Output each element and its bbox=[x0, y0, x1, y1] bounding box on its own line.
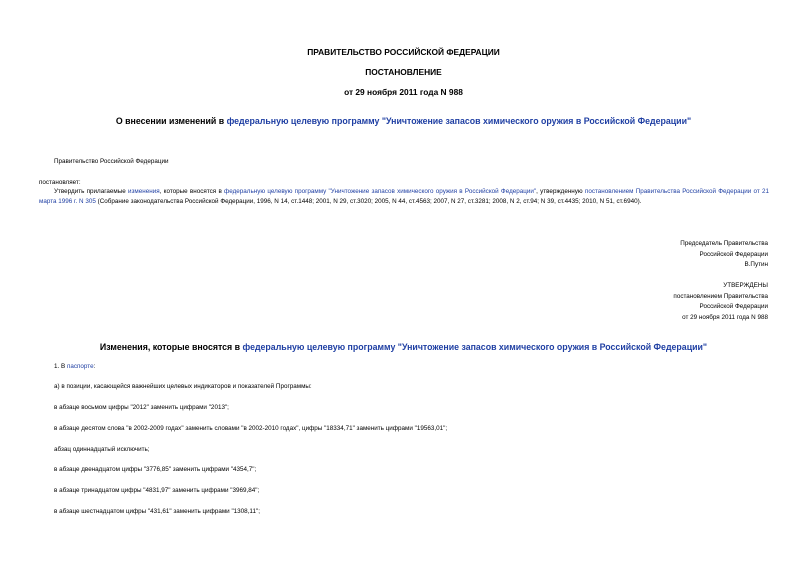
document-type: ПОСТАНОВЛЕНИЕ bbox=[365, 67, 442, 77]
decree-paragraph bbox=[39, 187, 769, 207]
title-prefix: О внесении изменений в bbox=[115, 116, 227, 126]
approval-by: постановлением Правительства bbox=[673, 292, 768, 300]
signature-name: В.Путин bbox=[744, 261, 768, 268]
signature-position: Председатель Правительства bbox=[680, 240, 768, 247]
decrees-text: постановляет: bbox=[39, 179, 81, 186]
item1-suffix: : bbox=[93, 363, 96, 370]
government-name: ПРАВИТЕЛЬСТВО РОССИЙСКОЙ ФЕДЕРАЦИИ bbox=[307, 47, 500, 57]
approval-label: УТВЕРЖДЕНЫ bbox=[723, 282, 768, 289]
changes-title bbox=[0, 342, 807, 352]
program-link-inline[interactable]: федеральную целевую программу "Уничтожение запасов химического оружия в Российской Федерации" bbox=[224, 188, 537, 195]
change-line-3: абзац одиннадцатый исключить; bbox=[54, 446, 150, 453]
document-date-number: от 29 ноября 2011 года N 988 bbox=[344, 87, 463, 97]
change-line-6: в абзаце шестнадцатом цифры "431,61" заменить цифрами "1308,11"; bbox=[54, 508, 260, 515]
change-sub-a: а) в позиции, касающейся важнейших целевых индикаторов и показателей Программы: bbox=[54, 383, 312, 390]
approval-date: от 29 ноября 2011 года N 988 bbox=[682, 313, 768, 321]
change-line-2: в абзаце десятом слова "в 2002-2009 годах" заменить словами "в 2002-2010 годах", цифры "18334,71" заменить цифрами "19563,01"; bbox=[54, 425, 448, 432]
p1-text-a: Утвердить прилагаемые bbox=[54, 188, 129, 195]
change-line-1: в абзаце восьмом цифры "2012" заменить цифрами "2013"; bbox=[54, 404, 229, 411]
change-line-4: в абзаце двенадцатом цифры "3776,85" заменить цифрами "4354,7"; bbox=[54, 466, 257, 473]
changes-link[interactable]: изменения bbox=[128, 188, 160, 195]
change-line-5: в абзаце тринадцатом цифры "4831,97" заменить цифрами "3969,84"; bbox=[54, 487, 260, 494]
p1-text-c: , утвержденную bbox=[536, 188, 585, 195]
change-item-1 bbox=[54, 362, 95, 372]
signature-block bbox=[680, 239, 768, 271]
signature-country: Российской Федерации bbox=[699, 250, 768, 258]
changes-title-prefix: Изменения, которые вносятся в bbox=[99, 342, 243, 352]
document-title bbox=[0, 116, 807, 126]
p1-text-b: , которые вносятся в bbox=[159, 188, 225, 195]
passport-link[interactable]: паспорте bbox=[66, 363, 94, 370]
item1-prefix: 1. В bbox=[54, 363, 67, 370]
approval-block bbox=[673, 281, 768, 323]
p1-text-d: (Собрание законодательства Российской Федерации, 1996, N 14, ст.1448; 2001, N 29, ст.3020; 2005, N 44, ст.4563; 2007, N 27, ст.3281; 2008, N 2, ст.94; N 39, ст.4435; 2010, N 51, ст.6940). bbox=[95, 197, 642, 205]
approval-country: Российской Федерации bbox=[699, 303, 768, 310]
program-link[interactable]: федеральную целевую программу "Уничтожение запасов химического оружия в Российской Федерации" bbox=[226, 116, 692, 126]
changes-program-link[interactable]: федеральную целевую программу "Уничтожение запасов химического оружия в Российской Федерации" bbox=[242, 342, 708, 352]
decree-link[interactable]: постановлением Правительства Российской Федерации от 21 марта 1996 г. N 305 bbox=[39, 188, 769, 205]
intro-text: Правительство Российской Федерации bbox=[54, 158, 169, 165]
